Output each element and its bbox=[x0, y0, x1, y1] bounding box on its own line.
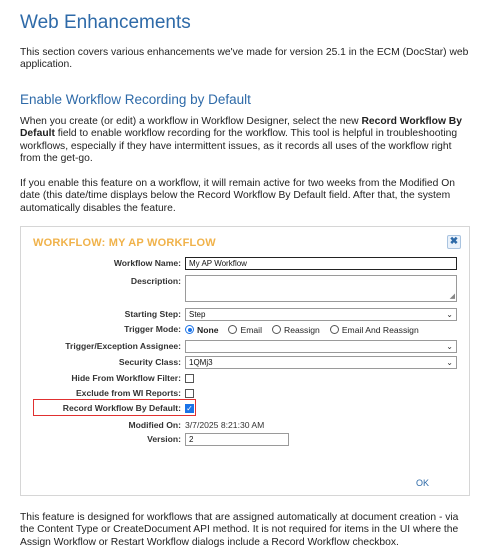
chevron-down-icon: ⌄ bbox=[446, 358, 453, 367]
security-class-select[interactable]: 1QMj3 ⌄ bbox=[185, 356, 457, 369]
version-label: Version: bbox=[147, 434, 181, 444]
ok-button[interactable]: OK bbox=[415, 478, 429, 488]
workflow-name-input[interactable]: My AP Workflow bbox=[185, 257, 457, 270]
hide-filter-row bbox=[21, 372, 471, 386]
modified-on-row bbox=[21, 419, 471, 433]
starting-step-row bbox=[21, 308, 471, 322]
section-heading: Enable Workflow Recording by Default bbox=[20, 92, 251, 107]
trigger-mode-row bbox=[21, 323, 471, 337]
hide-filter-label: Hide From Workflow Filter: bbox=[71, 373, 181, 383]
workflow-dialog bbox=[20, 226, 470, 496]
trigger-assignee-select[interactable] bbox=[185, 340, 457, 353]
starting-step-label: Starting Step: bbox=[124, 309, 181, 319]
feature-field-name: Record Workflow By Default bbox=[20, 116, 462, 140]
feature-paragraph: When you create (or edit) a workflow in Workflow Designer, select the new Record Workflow By Default field to enable workflow recording for the workflow. This tool is helpful in troubleshooting workflows, especially if they have intermittent issues, as it records all uses of the workflow right from the get-go. bbox=[20, 116, 462, 165]
description-label: Description: bbox=[130, 276, 181, 286]
trigger-mode-label: Trigger Mode: bbox=[124, 324, 181, 334]
chevron-down-icon: ⌄ bbox=[446, 342, 453, 351]
version-row bbox=[21, 433, 471, 447]
trigger-option-none[interactable]: None bbox=[185, 325, 218, 335]
modified-on-value: 3/7/2025 8:21:30 AM bbox=[185, 420, 265, 430]
chevron-down-icon: ⌄ bbox=[446, 310, 453, 319]
usage-paragraph: This feature is designed for workflows that are assigned automatically at document creation - via the Content Type or CreateDocument API method. It is not required for items in the UI where the Assign Workflow or Restart Workflow dialogs include a Record Workflow checkbox. bbox=[20, 512, 459, 548]
security-class-label: Security Class: bbox=[118, 357, 181, 367]
trigger-option-reassign[interactable]: Reassign bbox=[272, 325, 320, 335]
description-row bbox=[21, 275, 471, 305]
trigger-mode-radio-group bbox=[185, 323, 429, 336]
duration-paragraph: If you enable this feature on a workflow, it will remain active for two weeks from the Modified On date (this date/time displays below the Record Workflow By Default field. After that, the system automatically disables the feature. bbox=[20, 178, 455, 214]
security-class-row bbox=[21, 356, 471, 370]
modified-on-label: Modified On: bbox=[128, 420, 181, 430]
trigger-option-email-and-reassign[interactable]: Email And Reassign bbox=[330, 325, 419, 335]
workflow-name-label: Workflow Name: bbox=[113, 258, 181, 268]
starting-step-select[interactable]: Step ⌄ bbox=[185, 308, 457, 321]
dialog-title: WORKFLOW: MY AP WORKFLOW bbox=[33, 237, 216, 249]
intro-paragraph: This section covers various enhancements we've made for version 25.1 in the ECM (DocStar) web application. bbox=[20, 47, 469, 71]
trigger-option-email[interactable]: Email bbox=[228, 325, 262, 335]
version-input[interactable]: 2 bbox=[185, 433, 289, 446]
exclude-reports-label: Exclude from WI Reports: bbox=[75, 388, 181, 398]
resize-grip-icon[interactable]: ◢ bbox=[449, 293, 455, 300]
page-title: Web Enhancements bbox=[20, 12, 191, 33]
description-textarea[interactable] bbox=[185, 275, 457, 302]
hide-filter-checkbox[interactable] bbox=[185, 374, 194, 383]
exclude-reports-checkbox[interactable] bbox=[185, 389, 194, 398]
record-default-checkbox[interactable]: ✓ bbox=[186, 404, 193, 413]
close-icon[interactable]: ✖ bbox=[447, 235, 461, 249]
record-default-row bbox=[21, 402, 471, 416]
trigger-assignee-row bbox=[21, 340, 471, 354]
workflow-name-row bbox=[21, 257, 471, 271]
trigger-assignee-label: Trigger/Exception Assignee: bbox=[65, 341, 181, 351]
record-default-label: Record Workflow By Default: bbox=[62, 403, 181, 413]
